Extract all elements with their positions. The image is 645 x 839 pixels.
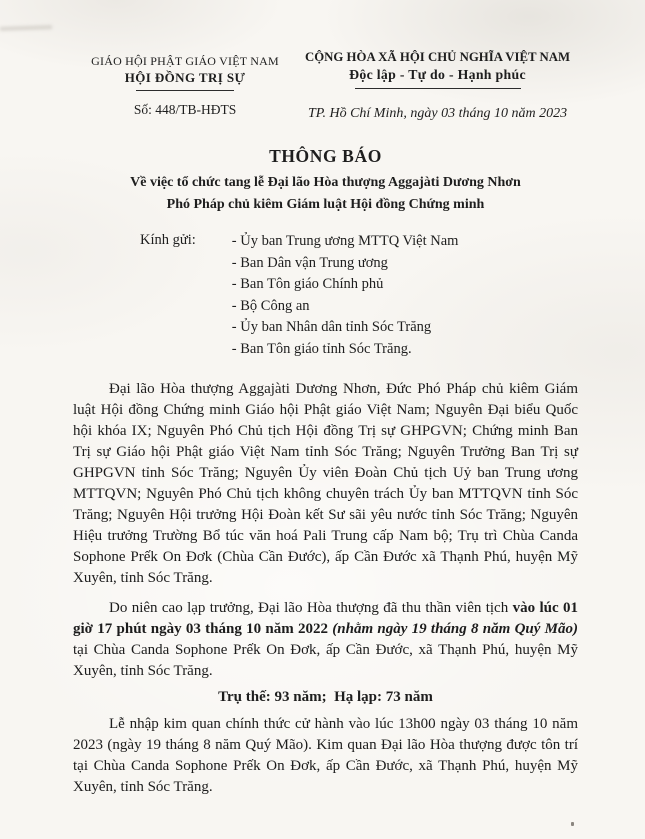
national-motto-block <box>297 50 578 122</box>
national-motto-line1: CỘNG HÒA XÃ HỘI CHỦ NGHĨA VIỆT NAM <box>304 50 571 64</box>
passing-lunar-date-bold-italic: (nhằm ngày 19 tháng 8 năm Quý Mão) <box>332 620 579 637</box>
document-header <box>73 50 578 122</box>
recipient-item: - Ban Dân vận Trung ương <box>231 254 388 271</box>
recipient-item: - Ban Tôn giáo tỉnh Sóc Trăng. <box>231 340 412 357</box>
header-left-divider <box>136 90 234 91</box>
recipient-item: - Ban Tôn giáo Chính phủ <box>231 276 384 293</box>
document-subtitle <box>73 172 578 216</box>
recipient-list <box>232 231 459 361</box>
passing-location-text: tại Chùa Canda Sophone Prếk On Đơk, ấp Cần Đước, xã Thạnh Phú, huyện Mỹ Xuyên, tỉnh Sóc Trăng. <box>73 641 578 679</box>
organization-name: GIÁO HỘI PHẬT GIÁO VIỆT NAM <box>91 54 279 68</box>
issuing-organization-block <box>73 50 297 118</box>
age-summary: Trụ thế: 93 năm; Hạ lạp: 73 năm <box>218 688 433 705</box>
subtitle-line2: Phó Pháp chủ kiêm Giám luật Hội đồng Chứng minh <box>166 197 485 212</box>
document-number: Số: 448/TB-HĐTS <box>133 102 237 117</box>
paragraph-coffin-ceremony: Lễ nhập kim quan chính thức cử hành vào lúc 13h00 ngày 03 tháng 10 năm 2023 (ngày 19 tháng 8 năm Quý Mão). Kim quan Đại lão Hòa thượng được tôn trí tại Chùa Canda Sophone Prếk On Đơk, ấp Cần Đước, xã Thạnh Phú, huyện Mỹ Xuyên, tỉnh Sóc Trăng. <box>73 715 578 795</box>
recipients-section <box>140 231 578 361</box>
organization-department: HỘI ĐỒNG TRỊ SỰ <box>124 70 246 85</box>
header-right-divider <box>355 88 521 89</box>
document-title: THÔNG BÁO <box>269 146 382 166</box>
scan-artifact-smudge <box>0 25 52 31</box>
recipient-item: - Bộ Công an <box>231 297 310 314</box>
subtitle-line1: Về việc tổ chức tang lễ Đại lão Hòa thượng Aggajàti Dương Nhơn <box>130 175 521 190</box>
recipients-label: Kính gửi: <box>140 232 196 248</box>
recipient-item: - Ủy ban Nhân dân tỉnh Sóc Trăng <box>231 319 432 336</box>
paragraph-passing-announcement <box>73 598 578 682</box>
national-motto-line2: Độc lập - Tự do - Hạnh phúc <box>349 67 526 82</box>
scan-artifact-speck <box>571 822 574 826</box>
passing-datetime-bold: vào lúc 01 giờ 17 phút ngày 03 tháng 10 năm 2022 <box>73 599 578 637</box>
passing-text-normal: Do niên cao lạp trưởng, Đại lão Hòa thượng đã thu thần viên tịch <box>109 599 513 616</box>
place-and-date: TP. Hồ Chí Minh, ngày 03 tháng 10 năm 2023 <box>307 106 568 121</box>
recipient-item: - Ủy ban Trung ương MTTQ Việt Nam <box>231 233 459 249</box>
paragraph-deceased-titles: Đại lão Hòa thượng Aggajàti Dương Nhơn, Đức Phó Pháp chủ kiêm Giám luật Hội đồng Chứng minh Giáo hội Phật giáo Việt Nam; Nguyên Đại biểu Quốc hội khóa IX; Nguyên Phó Chủ tịch Hội đồng Trị sự GHPGVN; Chứng minh Ban Trị sự Giáo hội Phật giáo Việt Nam tỉnh Sóc Trăng; Nguyên Trưởng Ban Trị sự GHPGVN tỉnh Sóc Trăng; Nguyên Ủy viên Đoàn Chủ tịch Uỷ ban Trung ương MTTQVN; Nguyên Phó Chủ tịch không chuyên trách Ủy ban MTTQVN tỉnh Sóc Trăng; Nguyên Hội trưởng Hội Đoàn kết Sư sãi yêu nước tỉnh Sóc Trăng; Nguyên Hiệu trưởng Trường Bổ túc văn hoá Pali Trung cấp Nam bộ; Trụ trì Chùa Canda Sophone Prếk On Đơk (Chùa Cần Đước), ấp Cần Đước xã Thạnh Phú, huyện Mỹ Xuyên, tỉnh Sóc Trăng. <box>73 380 578 586</box>
